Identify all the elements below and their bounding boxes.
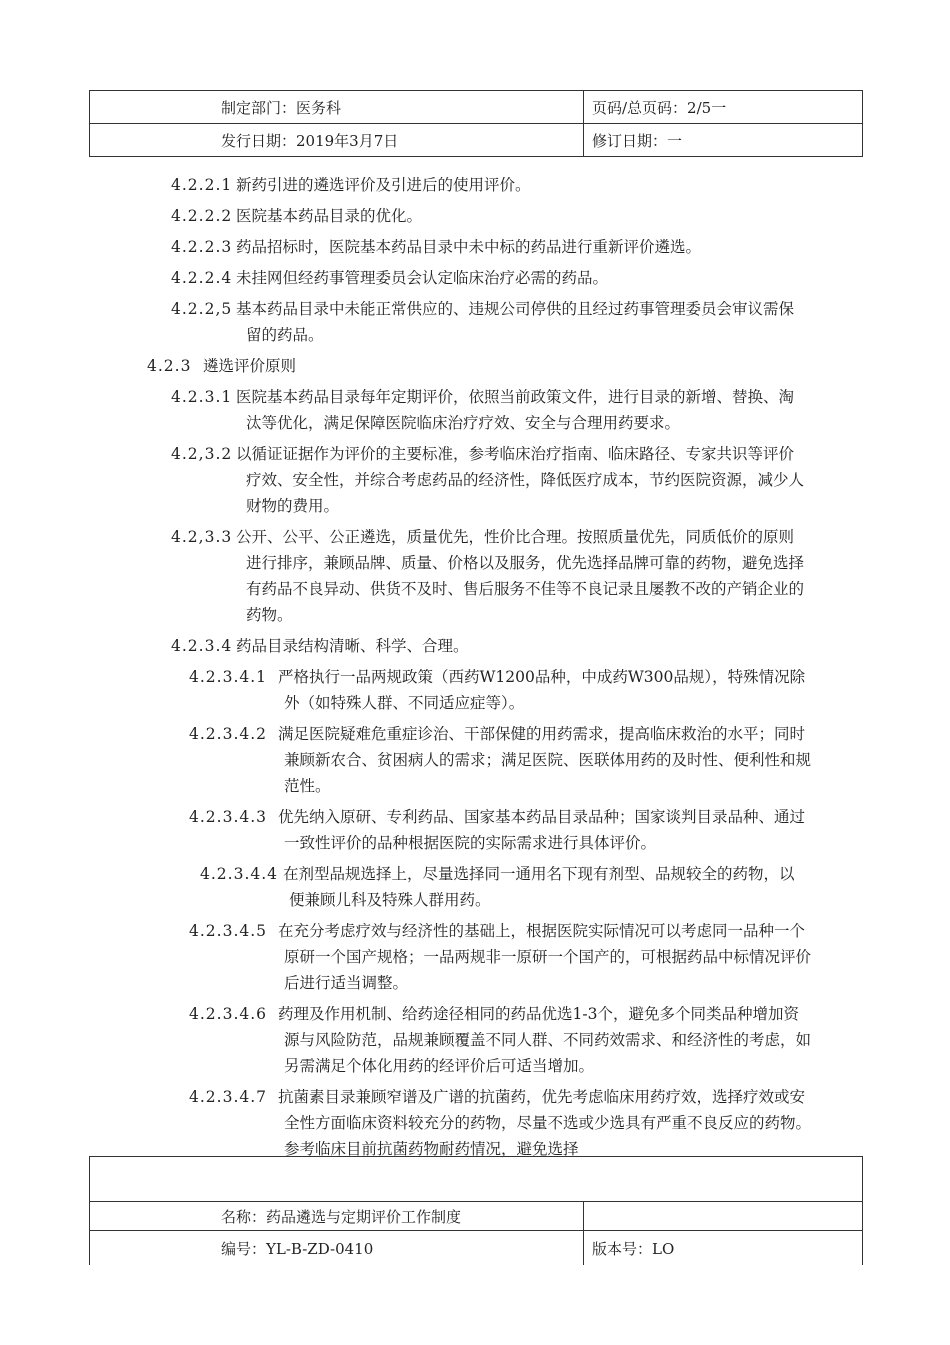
clause-number: 4.2.2,5 bbox=[171, 300, 233, 318]
clause-text-line: 汰等优化，满足保障医院临床治疗疗效、安全与合理用药要求。 bbox=[246, 414, 681, 432]
clause-text-line: 基本药品目录中未能正常供应的、违规公司停供的且经过药事管理委员会审议需保 bbox=[236, 300, 795, 318]
clause-number: 4.2.3.4.5 bbox=[189, 922, 268, 940]
clause-text-line: 优先纳入原研、专利药品、国家基本药品目录品种；国家谈判目录品种、通过 bbox=[278, 808, 806, 826]
clause-number: 4.2.3.4.4 bbox=[200, 865, 279, 883]
clause-number: 4.2.3.1 bbox=[171, 388, 233, 406]
revise-date-label: 修订日期：一 bbox=[592, 131, 683, 150]
clause-number: 4.2.3.4.3 bbox=[189, 808, 268, 826]
clause-text-line: 医院基本药品目录每年定期评价，依照当前政策文件，进行目录的新增、替换、淘 bbox=[236, 388, 795, 406]
clause-text-line: 进行排序，兼顾品牌、质量、价格以及服务，优先选择品牌可靠的药物，避免选择 bbox=[246, 554, 805, 572]
revise-date-cell bbox=[584, 124, 863, 157]
clause-text-line: 抗菌素目录兼顾窄谱及广谱的抗菌药，优先考虑临床用药疗效，选择疗效或安 bbox=[278, 1088, 806, 1106]
doc-code-label: 编号：YL-B-ZD-0410 bbox=[221, 1239, 374, 1258]
clause-text-line: 有药品不良异动、供货不及时、售后服务不佳等不良记录且屡教不改的产销企业的 bbox=[246, 580, 805, 598]
clause-number: 4.2.3.4 bbox=[171, 637, 233, 655]
clause-text-line: 另需满足个体化用药的经评价后可适当增加。 bbox=[284, 1057, 595, 1075]
clause-text-line: 参考临床目前抗菌药物耐药情况，避免选择 bbox=[284, 1140, 579, 1158]
dept-label: 制定部门：医务科 bbox=[221, 98, 342, 117]
clause-number: 4.2.3.4.7 bbox=[189, 1088, 268, 1106]
clause-number: 4.2.2.3 bbox=[171, 238, 233, 256]
clause-text-line: 药理及作用机制、给药途径相同的药品优选1-3个，避免多个同类品种增加资 bbox=[278, 1005, 799, 1023]
clause-number: 4.2,3.2 bbox=[171, 445, 233, 463]
doc-name-cell bbox=[90, 1202, 584, 1231]
doc-name-label: 名称：药品遴选与定期评价工作制度 bbox=[221, 1207, 462, 1226]
page-label: 页码/总页码：2/5一 bbox=[592, 98, 727, 117]
clause-number: 4.2.3.4.1 bbox=[189, 668, 268, 686]
clause-text-line: 遴选评价原则 bbox=[203, 357, 297, 375]
doc-code-cell bbox=[90, 1231, 584, 1266]
clause-number: 4.2.3.4.2 bbox=[189, 725, 268, 743]
clause-text-line: 财物的费用。 bbox=[246, 497, 340, 515]
clause-text-line: 范性。 bbox=[284, 777, 331, 795]
clause-number: 4.2.3.4.6 bbox=[189, 1005, 268, 1023]
clause-text-line: 便兼顾儿科及特殊人群用药。 bbox=[289, 891, 491, 909]
doc-version-label: 版本号：LO bbox=[592, 1239, 675, 1258]
clause-number: 4.2,3.3 bbox=[171, 528, 233, 546]
doc-version-cell bbox=[584, 1231, 863, 1266]
clause-text-line: 外（如特殊人群、不同适应症等）。 bbox=[284, 694, 525, 712]
issue-date-cell bbox=[90, 124, 584, 157]
clause-text-line: 以循证证据作为评价的主要标准，参考临床治疗指南、临床路径、专家共识等评价 bbox=[236, 445, 795, 463]
clause-text-line: 药品目录结构清晰、科学、合理。 bbox=[236, 637, 469, 655]
clause-text-line: 药物。 bbox=[246, 606, 293, 624]
clause-text-line: 一致性评价的品种根据医院的实际需求进行具体评价。 bbox=[284, 834, 657, 852]
clause-text-line: 在剂型品规选择上，尽量选择同一通用名下现有剂型、品规较全的药物，以 bbox=[283, 865, 795, 883]
clause-number: 4.2.2.1 bbox=[171, 176, 233, 194]
clause-number: 4.2.2.2 bbox=[171, 207, 233, 225]
clause-number: 4.2.3 bbox=[147, 357, 192, 375]
clause-text-line: 新药引进的遴选评价及引进后的使用评价。 bbox=[236, 176, 531, 194]
clause-text-line: 全性方面临床资料较充分的药物，尽量不选或少选具有严重不良反应的药物。 bbox=[284, 1114, 812, 1132]
header-table bbox=[89, 90, 863, 157]
clause-text-line: 满足医院疑难危重症诊治、干部保健的用药需求，提高临床救治的水平；同时 bbox=[278, 725, 806, 743]
issue-date-label: 发行日期：2019年3月7日 bbox=[221, 131, 399, 150]
page-cell bbox=[584, 91, 863, 124]
clause-text-line: 公开、公平、公正遴选，质量优先，性价比合理。按照质量优先，同质低价的原则 bbox=[236, 528, 795, 546]
clause-text-line: 兼顾新农合、贫困病人的需求；满足医院、医联体用药的及时性、便利性和规 bbox=[284, 751, 812, 769]
clause-text-line: 医院基本药品目录的优化。 bbox=[236, 207, 423, 225]
clause-number: 4.2.2.4 bbox=[171, 269, 233, 287]
clause-text-line: 未挂网但经药事管理委员会认定临床治疗必需的药品。 bbox=[236, 269, 609, 287]
clause-text-line: 后进行适当调整。 bbox=[284, 974, 409, 992]
footer-table bbox=[89, 1156, 863, 1265]
dept-cell bbox=[90, 91, 584, 124]
clause-text-line: 在充分考虑疗效与经济性的基础上，根据医院实际情况可以考虑同一品种一个 bbox=[278, 922, 806, 940]
footer-blank-cell bbox=[90, 1157, 863, 1202]
clause-text-line: 药品招标时，医院基本药品目录中未中标的药品进行重新评价遴选。 bbox=[236, 238, 702, 256]
clause-text-line: 源与风险防范，品规兼顾覆盖不同人群、不同药效需求、和经济性的考虑，如 bbox=[284, 1031, 812, 1049]
doc-name-blank-cell bbox=[584, 1202, 863, 1231]
clause-text-line: 原研一个国产规格；一品两规非一原研一个国产的，可根据药品中标情况评价 bbox=[284, 948, 812, 966]
clause-text-line: 严格执行一品两规政策（西药W1200品种，中成药W300品规），特殊情况除 bbox=[278, 668, 806, 686]
clause-text-line: 疗效、安全性，并综合考虑药品的经济性，降低医疗成本，节约医院资源，减少人 bbox=[246, 471, 805, 489]
clause-text-line: 留的药品。 bbox=[246, 326, 324, 344]
